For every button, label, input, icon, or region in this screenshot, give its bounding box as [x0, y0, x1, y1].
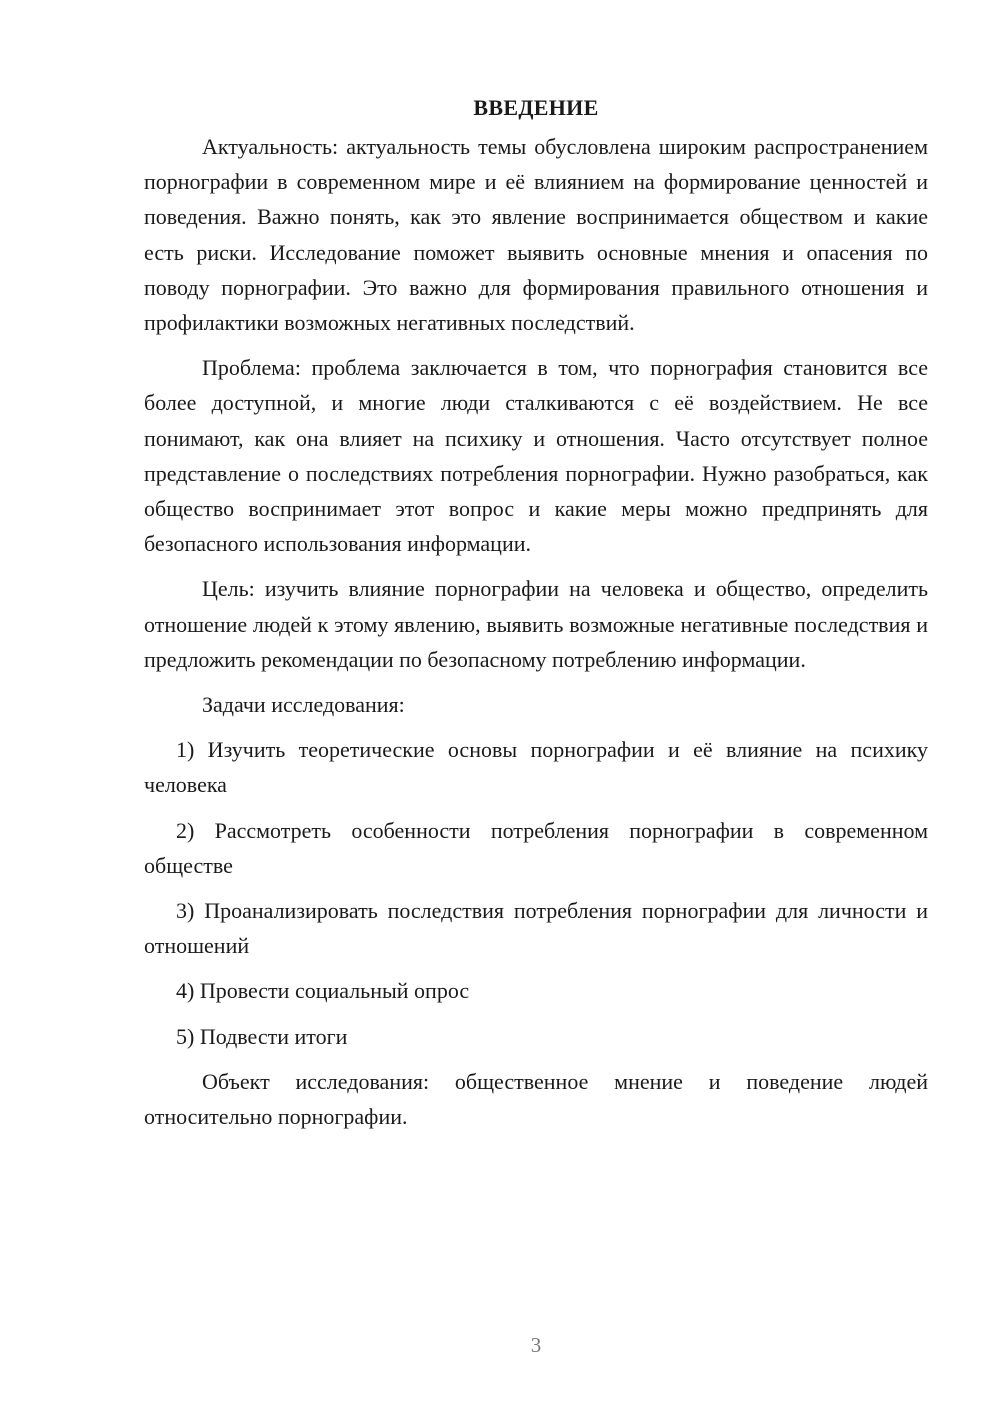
task-item: 1) Изучить теоретические основы порнографии и её влияние на психику человека [144, 737, 928, 798]
task-item: 5) Подвести итоги [176, 1023, 348, 1049]
tasks-list [144, 732, 928, 1054]
section-title: ВВЕДЕНИЕ [473, 95, 599, 120]
task-item: 3) Проанализировать последствия потребления порнографии для личности и отношений [144, 898, 928, 959]
object-paragraph: Объект исследования: общественное мнение и поведение людей относительно порнографии. [144, 1068, 928, 1130]
relevance-paragraph: Актуальность: актуальность темы обусловлена широким распространением порнографии в современном мире и её влиянием на формирование ценностей и поведения. Важно понять, как это явление воспринимается обществом и какие есть риски. Исследование поможет выявить основные мнения и опасения по поводу порнографии. Это важно для формирования правильного отношения и профилактики возможных негативных последствий. [144, 134, 928, 336]
page-number: 3 [530, 1333, 542, 1357]
tasks-heading: Задачи исследования: [202, 692, 405, 718]
task-item: 2) Рассмотреть особенности потребления порнографии в современном обществе [144, 817, 928, 878]
task-item: 4) Провести социальный опрос [176, 978, 470, 1004]
problem-paragraph: Проблема: проблема заключается в том, что порнография становится все более доступной, и многие люди сталкиваются с её воздействием. Не все понимают, как она влияет на психику и отношения. Часто отсутствует полное представление о последствиях потребления порнографии. Нужно разобраться, как общество воспринимает этот вопрос и какие меры можно предпринять для безопасного использования информации. [144, 355, 928, 557]
document-page [144, 90, 928, 1144]
goal-paragraph: Цель: изучить влияние порнографии на человека и общество, определить отношение людей к этому явлению, выявить возможные негативные последствия и предложить рекомендации по безопасному потреблению информации. [144, 576, 928, 672]
